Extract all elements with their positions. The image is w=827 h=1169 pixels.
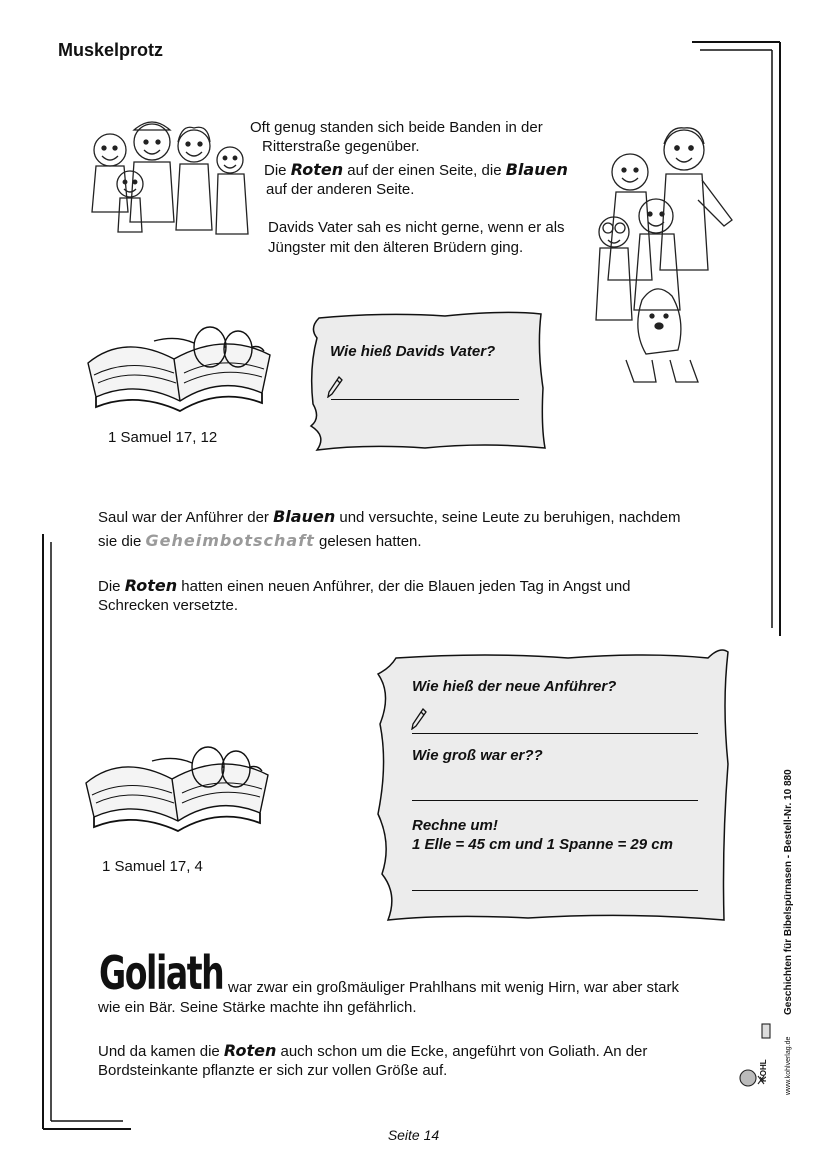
goliath-line-1: war zwar ein großmäuliger Prahlhans mit wenig Hirn, war aber stark: [228, 979, 679, 996]
intro-line-5: Davids Vater sah es nicht gerne, wenn er als: [268, 219, 565, 236]
saul-line2-end: gelesen hatten.: [314, 533, 422, 550]
roten-highlight: Roten: [124, 576, 178, 595]
geheimbotschaft-highlight: Geheimbotschaft: [145, 531, 315, 550]
question-height: Wie groß war er??: [412, 747, 543, 764]
intro-line-3: [264, 160, 568, 180]
saul-paragraph-start: Saul war der Anführer der: [98, 509, 274, 526]
bible-reference-2: 1 Samuel 17, 4: [102, 858, 203, 875]
roten-paragraph-start: Die: [98, 578, 125, 595]
saul-paragraph-line-2: [98, 531, 422, 551]
roten-paragraph-line-2: Schrecken versetzte.: [98, 597, 239, 614]
blauen-highlight: Blauen: [273, 507, 336, 526]
saul-paragraph-line-1: [98, 507, 680, 527]
intro-line-3-start: Die: [264, 162, 291, 179]
ending-paragraph-end: auch schon um die Ecke, angeführt von Goliath. An der: [276, 1043, 648, 1060]
open-book-glasses-icon: [82, 735, 272, 835]
ending-paragraph-start: Und da kamen die: [98, 1043, 224, 1060]
intro-line-1: Oft genug standen sich beide Banden in der: [250, 119, 543, 136]
page-number: Seite 14: [387, 1127, 440, 1143]
roten-highlight: Roten: [290, 160, 344, 179]
answer-line-height[interactable]: [412, 800, 698, 801]
answer-line-new-leader[interactable]: [412, 733, 698, 734]
ending-paragraph-line-2: Bordsteinkante pflanzte er sich zur vollen Größe auf.: [98, 1062, 448, 1079]
sidebar-series-text: Geschichten für Bibelspürnasen - Bestell-Nr. 10 880: [783, 769, 794, 1015]
conversion-formula: 1 Elle = 45 cm und 1 Spanne = 29 cm: [412, 836, 673, 853]
bible-reference-1: 1 Samuel 17, 12: [108, 429, 218, 446]
answer-line-davids-father[interactable]: [331, 399, 519, 400]
convert-instruction: Rechne um!: [412, 817, 498, 834]
intro-line-2: Ritterstraße gegenüber.: [262, 138, 420, 155]
roten-highlight: Roten: [223, 1041, 277, 1060]
publisher-url: www.kohlverlag.de: [785, 1036, 792, 1095]
ending-paragraph-line-1: [98, 1041, 647, 1061]
goliath-line-2: wie ein Bär. Seine Stärke machte ihn gefährlich.: [98, 999, 417, 1016]
answer-line-conversion[interactable]: [412, 890, 698, 891]
publisher-name: KOHL: [759, 1059, 768, 1082]
roten-paragraph-line-1: [98, 576, 631, 596]
question-davids-father: Wie hieß Davids Vater?: [330, 343, 496, 360]
page-title: Muskelprotz: [58, 40, 164, 60]
roten-paragraph-end: hatten einen neuen Anführer, der die Blauen jeden Tag in Angst und: [177, 578, 631, 595]
question-new-leader: Wie hieß der neue Anführer?: [412, 678, 617, 695]
boys-with-dog-illustration: [586, 120, 746, 385]
intro-line-4: auf der anderen Seite.: [266, 181, 415, 198]
saul-line2-start: sie die: [98, 533, 146, 550]
intro-line-6: Jüngster mit den älteren Brüdern ging.: [268, 239, 524, 256]
children-group-illustration: [82, 112, 252, 242]
intro-line-3-middle: auf der einen Seite, die: [343, 162, 506, 179]
goliath-heading: Goliath: [99, 946, 224, 1000]
open-book-glasses-icon: [84, 315, 274, 415]
saul-paragraph-end: und versuchte, seine Leute zu beruhigen, nachdem: [335, 509, 681, 526]
blauen-highlight: Blauen: [505, 160, 568, 179]
pencil-icon: [411, 708, 427, 730]
pencil-icon: [327, 376, 343, 398]
